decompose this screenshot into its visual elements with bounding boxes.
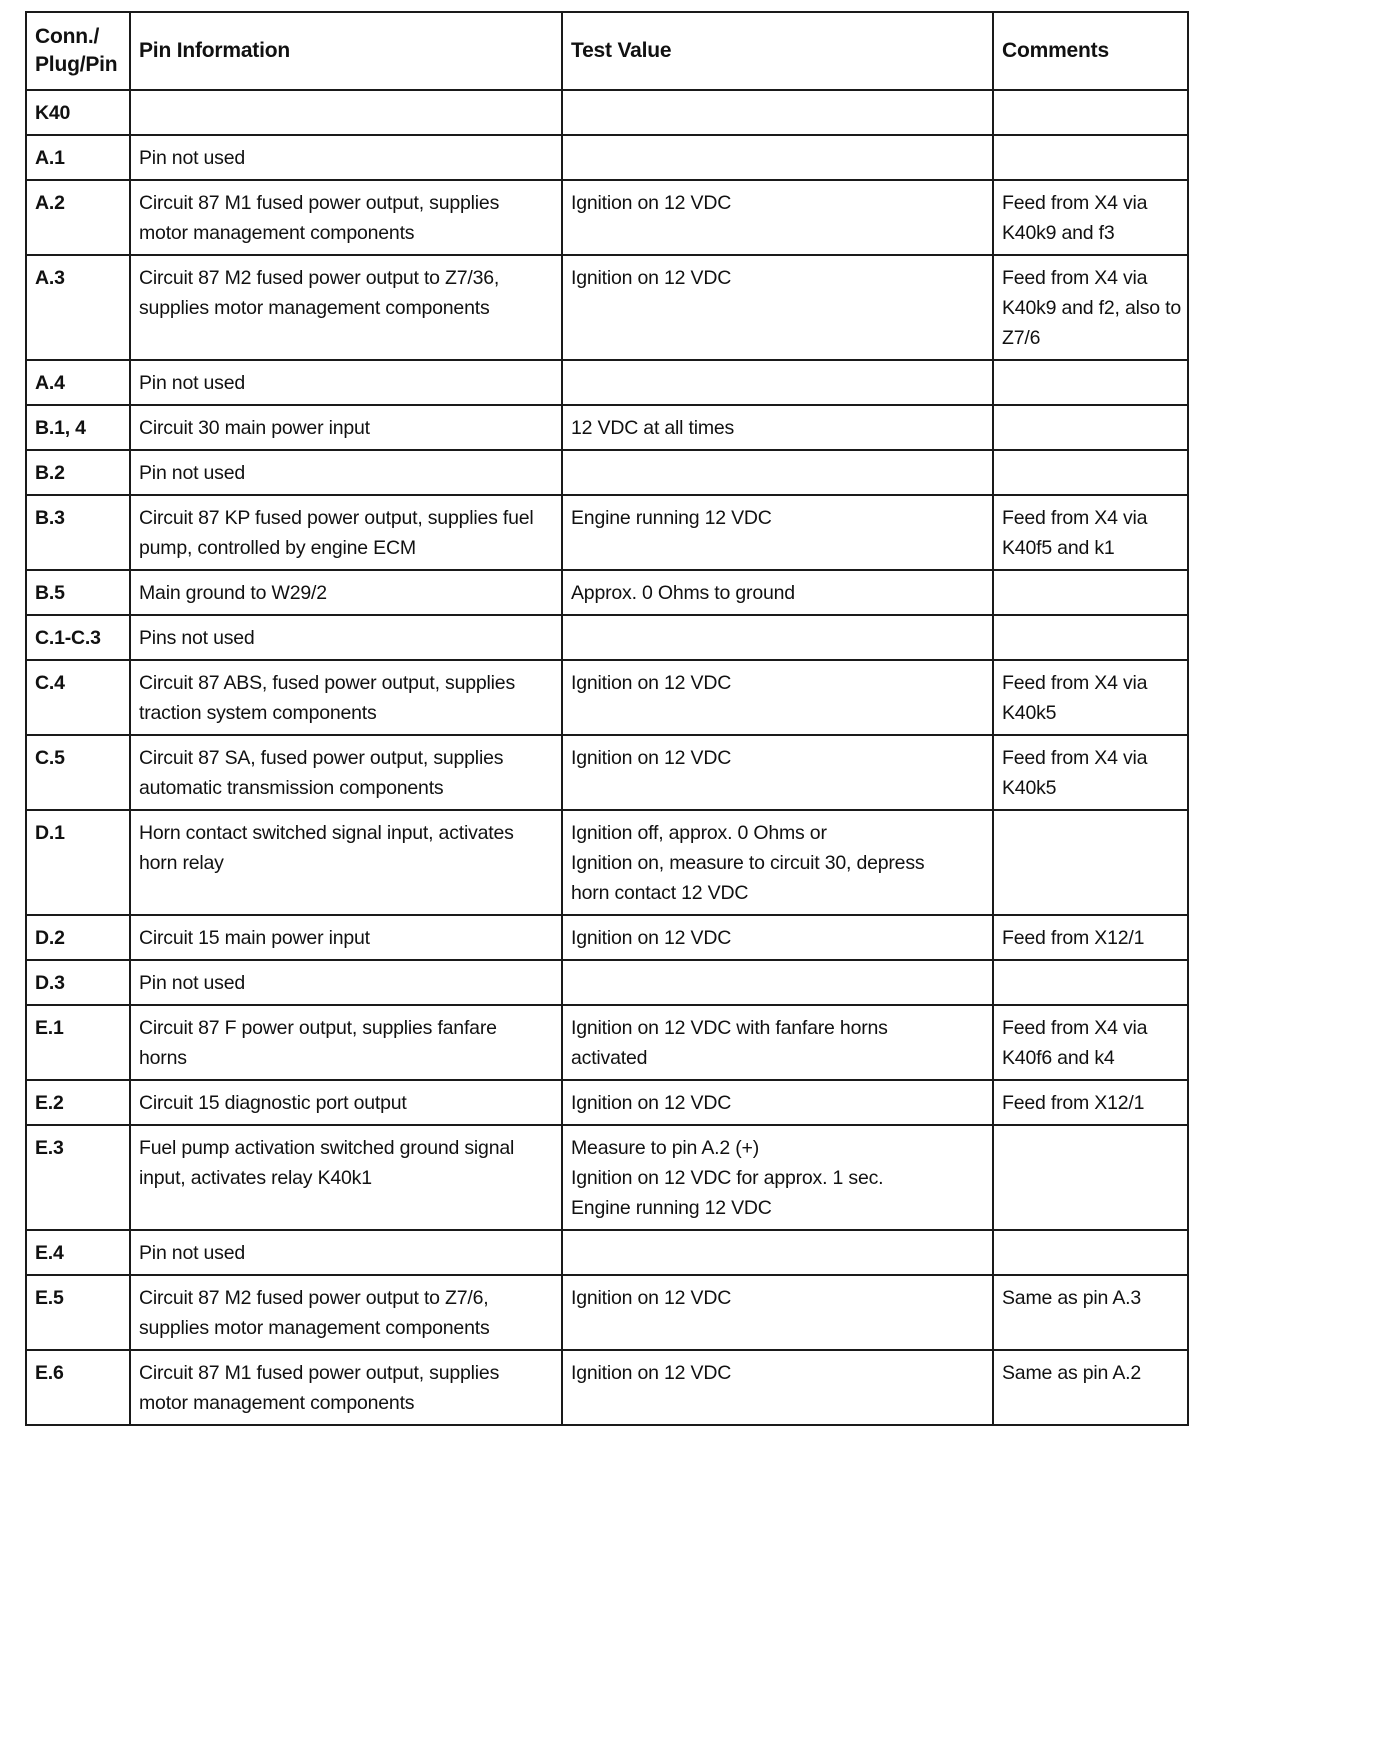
pin-info-cell-line: Circuit 15 main power input [139, 927, 370, 949]
test-value-cell [562, 660, 993, 735]
test-value-cell [562, 1125, 993, 1230]
test-value-cell-line: 12 VDC at all times [571, 417, 735, 439]
comments-cell [993, 1125, 1188, 1230]
pin-info-cell-line: Circuit 87 M1 fused power output, supplies [139, 1362, 500, 1384]
comments-cell-line: K40k5 [1002, 702, 1057, 724]
pin-info-cell-line: Circuit 30 main power input [139, 417, 370, 439]
table-row [26, 915, 1188, 960]
test-value-cell [562, 1275, 993, 1350]
header-comments: Comments [993, 12, 1188, 90]
comments-cell [993, 1080, 1188, 1125]
test-value-cell [562, 90, 993, 135]
test-value-cell-line: Ignition off, approx. 0 Ohms or [571, 822, 827, 844]
comments-cell-line: K40k9 and f3 [1002, 222, 1115, 244]
pin-cell: A.2 [26, 180, 130, 255]
comments-cell [993, 660, 1188, 735]
table-row [26, 405, 1188, 450]
comments-cell [993, 360, 1188, 405]
table-body [26, 90, 1188, 1425]
test-value-cell [562, 1350, 993, 1425]
pin-info-cell [130, 660, 562, 735]
comments-cell-line: Feed from X12/1 [1002, 927, 1145, 949]
pin-info-cell [130, 255, 562, 360]
table-row [26, 615, 1188, 660]
test-value-cell [562, 1005, 993, 1080]
comments-cell [993, 960, 1188, 1005]
table-row [26, 180, 1188, 255]
header-test: Test Value [562, 12, 993, 90]
table-row [26, 450, 1188, 495]
test-value-cell [562, 255, 993, 360]
comments-cell-line: Feed from X4 via [1002, 507, 1148, 529]
table-row [26, 660, 1188, 735]
comments-cell [993, 570, 1188, 615]
test-value-cell [562, 495, 993, 570]
pin-info-cell [130, 360, 562, 405]
pin-cell: B.5 [26, 570, 130, 615]
test-value-cell [562, 810, 993, 915]
comments-cell [993, 1230, 1188, 1275]
test-value-cell-line: Engine running 12 VDC [571, 1197, 772, 1219]
table-row [26, 1275, 1188, 1350]
test-value-cell-line: Approx. 0 Ohms to ground [571, 582, 795, 604]
table-row [26, 495, 1188, 570]
pin-info-cell [130, 405, 562, 450]
test-value-cell [562, 360, 993, 405]
test-value-cell-line: activated [571, 1047, 648, 1069]
table-row [26, 90, 1188, 135]
table-row [26, 135, 1188, 180]
comments-cell [993, 735, 1188, 810]
pin-info-cell-line: horn relay [139, 852, 224, 874]
pin-info-cell-line: motor management components [139, 1392, 415, 1414]
pin-info-cell-line: Pin not used [139, 1242, 246, 1264]
test-value-cell-line: Ignition on 12 VDC [571, 747, 732, 769]
test-value-cell-line: Ignition on 12 VDC [571, 672, 732, 694]
pin-cell: B.2 [26, 450, 130, 495]
test-value-cell-line: Measure to pin A.2 (+) [571, 1137, 759, 1159]
pin-info-cell [130, 1080, 562, 1125]
pin-info-cell-line: horns [139, 1047, 187, 1069]
comments-cell-line: K40f5 and k1 [1002, 537, 1115, 559]
table-row [26, 735, 1188, 810]
pin-cell: E.1 [26, 1005, 130, 1080]
pin-cell: A.1 [26, 135, 130, 180]
pin-cell: E.2 [26, 1080, 130, 1125]
pin-info-cell-line: Circuit 15 diagnostic port output [139, 1092, 407, 1114]
pin-cell: C.1-C.3 [26, 615, 130, 660]
comments-cell [993, 405, 1188, 450]
pin-cell: D.1 [26, 810, 130, 915]
pin-info-cell [130, 1350, 562, 1425]
pin-cell: E.3 [26, 1125, 130, 1230]
pin-info-cell-line: Main ground to W29/2 [139, 582, 327, 604]
comments-cell [993, 135, 1188, 180]
comments-cell-line: K40k5 [1002, 777, 1057, 799]
pin-info-cell [130, 1275, 562, 1350]
pin-info-cell-line: Pin not used [139, 147, 246, 169]
pin-info-cell-line: automatic transmission components [139, 777, 444, 799]
comments-cell-line: K40f6 and k4 [1002, 1047, 1115, 1069]
pin-info-cell-line: Circuit 87 M2 fused power output to Z7/36, [139, 267, 500, 289]
table-row [26, 960, 1188, 1005]
test-value-cell-line: Ignition on 12 VDC [571, 1362, 732, 1384]
comments-cell-line: Feed from X4 via [1002, 267, 1148, 289]
comments-cell [993, 180, 1188, 255]
pin-info-cell-line: input, activates relay K40k1 [139, 1167, 372, 1189]
comments-cell [993, 1350, 1188, 1425]
header-pin-line: Plug/Pin [35, 53, 118, 76]
pin-info-cell-line: Pin not used [139, 372, 246, 394]
pin-info-cell-line: supplies motor management components [139, 297, 490, 319]
comments-cell [993, 1275, 1188, 1350]
pin-info-cell-line: Circuit 87 F power output, supplies fanfare [139, 1017, 497, 1039]
pin-info-cell-line: Fuel pump activation switched ground signal [139, 1137, 515, 1159]
comments-cell-line: Same as pin A.3 [1002, 1287, 1142, 1309]
test-value-cell [562, 405, 993, 450]
test-value-cell-line: Ignition on 12 VDC [571, 927, 732, 949]
pin-cell: B.3 [26, 495, 130, 570]
comments-cell-line: Feed from X4 via [1002, 747, 1148, 769]
pin-cell: E.6 [26, 1350, 130, 1425]
table-row [26, 1080, 1188, 1125]
test-value-cell-line: Ignition on, measure to circuit 30, depress [571, 852, 925, 874]
test-value-cell [562, 735, 993, 810]
table-row [26, 1350, 1188, 1425]
pin-cell: E.5 [26, 1275, 130, 1350]
comments-cell [993, 495, 1188, 570]
test-value-cell-line: Ignition on 12 VDC [571, 192, 732, 214]
comments-cell [993, 915, 1188, 960]
pin-info-cell [130, 180, 562, 255]
comments-cell [993, 810, 1188, 915]
test-value-cell [562, 915, 993, 960]
test-value-cell [562, 1080, 993, 1125]
comments-cell-line: Feed from X4 via [1002, 672, 1148, 694]
header-pin [26, 12, 130, 90]
test-value-cell [562, 960, 993, 1005]
pin-info-cell [130, 1125, 562, 1230]
comments-cell [993, 450, 1188, 495]
pin-info-cell-line: Circuit 87 M2 fused power output to Z7/6, [139, 1287, 489, 1309]
pin-info-cell [130, 615, 562, 660]
pin-cell: D.3 [26, 960, 130, 1005]
test-value-cell-line: Ignition on 12 VDC [571, 1092, 732, 1114]
test-value-cell [562, 180, 993, 255]
pin-cell: D.2 [26, 915, 130, 960]
test-value-cell [562, 450, 993, 495]
comments-cell-line: Z7/6 [1002, 327, 1041, 349]
pin-info-cell-line: supplies motor management components [139, 1317, 490, 1339]
header-info: Pin Information [130, 12, 562, 90]
header-row [26, 12, 1188, 90]
pin-info-cell-line: pump, controlled by engine ECM [139, 537, 416, 559]
table-row [26, 570, 1188, 615]
comments-cell-line: K40k9 and f2, also to [1002, 297, 1182, 319]
test-value-cell [562, 135, 993, 180]
comments-cell-line: Feed from X4 via [1002, 1017, 1148, 1039]
pin-info-cell-line: Horn contact switched signal input, activates [139, 822, 514, 844]
test-value-cell-line: Ignition on 12 VDC [571, 1287, 732, 1309]
test-value-cell-line: horn contact 12 VDC [571, 882, 749, 904]
pin-info-cell-line: Circuit 87 M1 fused power output, supplies [139, 192, 500, 214]
test-value-cell [562, 615, 993, 660]
pin-info-cell [130, 135, 562, 180]
pin-info-cell [130, 90, 562, 135]
pin-info-cell [130, 495, 562, 570]
pin-info-cell-line: Circuit 87 KP fused power output, supplies fuel [139, 507, 534, 529]
comments-cell-line: Same as pin A.2 [1002, 1362, 1142, 1384]
pin-info-cell-line: Pin not used [139, 462, 246, 484]
pin-cell: E.4 [26, 1230, 130, 1275]
pin-info-cell [130, 960, 562, 1005]
pin-info-cell [130, 735, 562, 810]
pin-cell: C.4 [26, 660, 130, 735]
pin-info-cell-line: Pin not used [139, 972, 246, 994]
comments-cell-line: Feed from X4 via [1002, 192, 1148, 214]
table-row [26, 360, 1188, 405]
test-value-cell-line: Ignition on 12 VDC for approx. 1 sec. [571, 1167, 884, 1189]
pin-info-cell-line: Circuit 87 ABS, fused power output, supplies [139, 672, 516, 694]
comments-cell [993, 90, 1188, 135]
pin-info-cell [130, 1230, 562, 1275]
pin-info-cell [130, 450, 562, 495]
test-value-cell [562, 1230, 993, 1275]
test-value-cell [562, 570, 993, 615]
pin-info-cell [130, 1005, 562, 1080]
pin-info-cell-line: traction system components [139, 702, 377, 724]
table-row [26, 1230, 1188, 1275]
pin-cell: B.1, 4 [26, 405, 130, 450]
comments-cell [993, 255, 1188, 360]
table-row [26, 1125, 1188, 1230]
table-row [26, 255, 1188, 360]
pin-info-cell [130, 915, 562, 960]
table-row [26, 810, 1188, 915]
pin-cell: K40 [26, 90, 130, 135]
pin-cell: A.3 [26, 255, 130, 360]
pin-info-cell-line: motor management components [139, 222, 415, 244]
table-row [26, 1005, 1188, 1080]
pin-cell: A.4 [26, 360, 130, 405]
pin-cell: C.5 [26, 735, 130, 810]
test-value-cell-line: Ignition on 12 VDC [571, 267, 732, 289]
pin-info-cell-line: Pins not used [139, 627, 255, 649]
comments-cell [993, 615, 1188, 660]
comments-cell-line: Feed from X12/1 [1002, 1092, 1145, 1114]
pin-info-cell-line: Circuit 87 SA, fused power output, supplies [139, 747, 504, 769]
pin-table [25, 11, 1189, 1426]
test-value-cell-line: Ignition on 12 VDC with fanfare horns [571, 1017, 888, 1039]
pin-info-cell [130, 810, 562, 915]
test-value-cell-line: Engine running 12 VDC [571, 507, 772, 529]
header-pin-line: Conn./ [35, 25, 100, 48]
comments-cell [993, 1005, 1188, 1080]
pin-info-cell [130, 570, 562, 615]
